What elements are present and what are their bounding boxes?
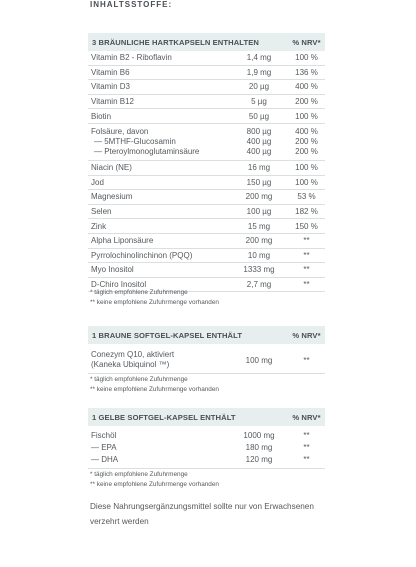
footnotes-2: [90, 375, 219, 394]
ingredient-name: Magnesium: [91, 192, 133, 202]
ingredient-amount: 180 mg: [245, 442, 273, 452]
ingredient-nrv: 200 %: [295, 97, 318, 107]
ingredient-nrv: **: [303, 442, 310, 452]
table-header: [88, 326, 325, 344]
table-row: [88, 205, 325, 220]
ingredient-nrv: **: [303, 280, 310, 290]
ingredient-amount: 10 mg: [247, 250, 271, 260]
ingredients-table-brown-softgel: [88, 326, 325, 374]
ingredient-name: Myo Inositol: [91, 265, 134, 275]
ingredients-table-hardcaps: [88, 33, 325, 292]
footnote-none: ** keine empfohlene Zufuhrmenge vorhanden: [90, 298, 219, 306]
ingredient-amount: 100 µg: [246, 207, 272, 217]
ingredient-name: Folsäure, davon: [91, 126, 149, 136]
ingredient-nrv: 100 %: [295, 163, 318, 173]
footnote-daily: * täglich empfohlene Zufuhrmenge: [90, 289, 188, 296]
ingredient-name: Vitamin B12: [91, 97, 134, 107]
table-row: [88, 249, 325, 264]
table-row: [88, 95, 325, 110]
table-row-folate: [88, 124, 325, 161]
ingredient-nrv: **: [303, 265, 310, 275]
ingredient-name: Vitamin D3: [91, 82, 130, 92]
ingredient-nrv: 150 %: [295, 221, 318, 231]
table-row: [88, 190, 325, 205]
table-row: [88, 66, 325, 81]
ingredient-amount: 100 mg: [245, 355, 273, 365]
footnote-none: ** keine empfohlene Zufuhrmenge vorhanden: [90, 385, 219, 393]
ingredient-name-line2: (Kaneka Ubiquinol ™): [91, 360, 170, 369]
table-header: [88, 33, 325, 51]
ingredient-amount: 20 µg: [248, 82, 270, 92]
table-row: [88, 80, 325, 95]
ingredient-nrv: **: [303, 250, 310, 260]
ingredient-name: [88, 350, 230, 370]
ingredient-nrv: 400 %: [295, 82, 318, 92]
ingredient-nrv: **: [303, 355, 310, 365]
ingredient-amount: 1000 mg: [243, 431, 275, 440]
ingredient-name: Zink: [91, 221, 107, 231]
ingredient-name: Niacin (NE): [91, 163, 132, 173]
ingredient-nrv: 136 %: [295, 67, 318, 77]
ingredient-name: — DHA: [91, 454, 119, 464]
ingredient-name: — EPA: [91, 442, 117, 452]
ingredient-amount: 1,9 mg: [246, 67, 272, 77]
table-row: [88, 219, 325, 234]
ingredient-nrv: **: [303, 431, 310, 440]
ingredient-nrv: 100 %: [295, 111, 318, 121]
ingredient-nrv: 100 %: [295, 177, 318, 187]
ingredient-name: — 5MTHF-Glucosamin: [94, 137, 176, 147]
table-row: [88, 176, 325, 191]
table-subrow: [88, 147, 325, 157]
ingredient-nrv: 100 %: [295, 53, 318, 63]
table-header-nrv: % NRV*: [292, 412, 321, 422]
table-header-title: 1 BRAUNE SOFTGEL-KAPSEL ENTHÄLT: [92, 330, 243, 340]
ingredient-amount: 200 mg: [245, 236, 273, 246]
ingredient-amount: 1333 mg: [243, 265, 275, 275]
adult-use-notice: Diese Nahrungsergänzungsmittel sollte nur von Erwachsenen verzehrt werden: [90, 502, 314, 526]
table-row: [88, 234, 325, 249]
footnote-daily: * täglich empfohlene Zufuhrmenge: [90, 376, 188, 383]
ingredient-name: Pyrrolochinolinchinon (PQQ): [91, 250, 193, 260]
section-heading: INHALTSSTOFFE:: [90, 0, 173, 9]
ingredient-amount: 15 mg: [247, 221, 271, 231]
ingredient-name: Selen: [91, 207, 112, 217]
table-header-nrv: % NRV*: [292, 37, 321, 47]
ingredient-nrv: 200 %: [295, 147, 318, 157]
ingredient-name: — Pteroylmonoglutaminsäure: [94, 147, 200, 157]
table-row: [88, 161, 325, 176]
ingredient-amount: 5 µg: [251, 97, 267, 107]
ingredient-nrv: **: [303, 236, 310, 246]
ingredient-nrv: 182 %: [295, 207, 318, 217]
ingredient-name: Jod: [91, 177, 104, 187]
table-row: [88, 347, 325, 374]
ingredient-amount: 1,4 mg: [246, 53, 272, 63]
ingredient-name: D-Chiro Inositol: [91, 280, 147, 290]
table-row-fish-oil: [88, 426, 325, 469]
footnotes-1: [90, 288, 219, 307]
table-header: [88, 408, 325, 426]
ingredient-name: Vitamin B6: [91, 67, 130, 77]
ingredient-nrv: **: [303, 454, 310, 464]
ingredient-name-line1: Conezym Q10, aktiviert: [91, 350, 175, 359]
ingredient-amount: 16 mg: [247, 163, 271, 173]
ingredient-amount: 200 mg: [245, 192, 273, 202]
table-header-nrv: % NRV*: [292, 330, 321, 340]
ingredient-amount: 120 mg: [245, 454, 273, 464]
table-header-title: 3 BRÄUNLICHE HARTKAPSELN ENTHALTEN: [92, 37, 259, 47]
footnotes-3: [90, 470, 219, 489]
table-subrow: [88, 453, 325, 465]
table-row: [88, 51, 325, 66]
ingredient-nrv: 400 %: [295, 126, 318, 136]
ingredient-name: Biotin: [91, 111, 112, 121]
ingredient-amount: 2,7 mg: [246, 280, 272, 290]
table-subrow: [88, 441, 325, 453]
ingredients-table-yellow-softgel: [88, 408, 325, 469]
ingredient-name: Fischöl: [91, 431, 117, 440]
ingredient-nrv: 200 %: [295, 137, 318, 147]
table-row: [88, 263, 325, 278]
table-row: [88, 109, 325, 124]
ingredient-amount: 800 µg: [246, 126, 272, 136]
table-subrow: [88, 137, 325, 147]
ingredient-name: Alpha Liponsäure: [91, 236, 154, 246]
ingredient-amount: 150 µg: [246, 177, 272, 187]
ingredient-amount: 50 µg: [248, 111, 270, 121]
footnote-none: ** keine empfohlene Zufuhrmenge vorhanden: [90, 480, 219, 488]
table-header-title: 1 GELBE SOFTGEL-KAPSEL ENTHÄLT: [92, 412, 236, 422]
ingredient-amount: 400 µg: [246, 137, 272, 147]
ingredient-nrv: 53 %: [297, 192, 316, 202]
ingredient-amount: 400 µg: [246, 147, 272, 157]
ingredient-name: Vitamin B2 - Riboflavin: [91, 53, 172, 63]
footnote-daily: * täglich empfohlene Zufuhrmenge: [90, 471, 188, 478]
